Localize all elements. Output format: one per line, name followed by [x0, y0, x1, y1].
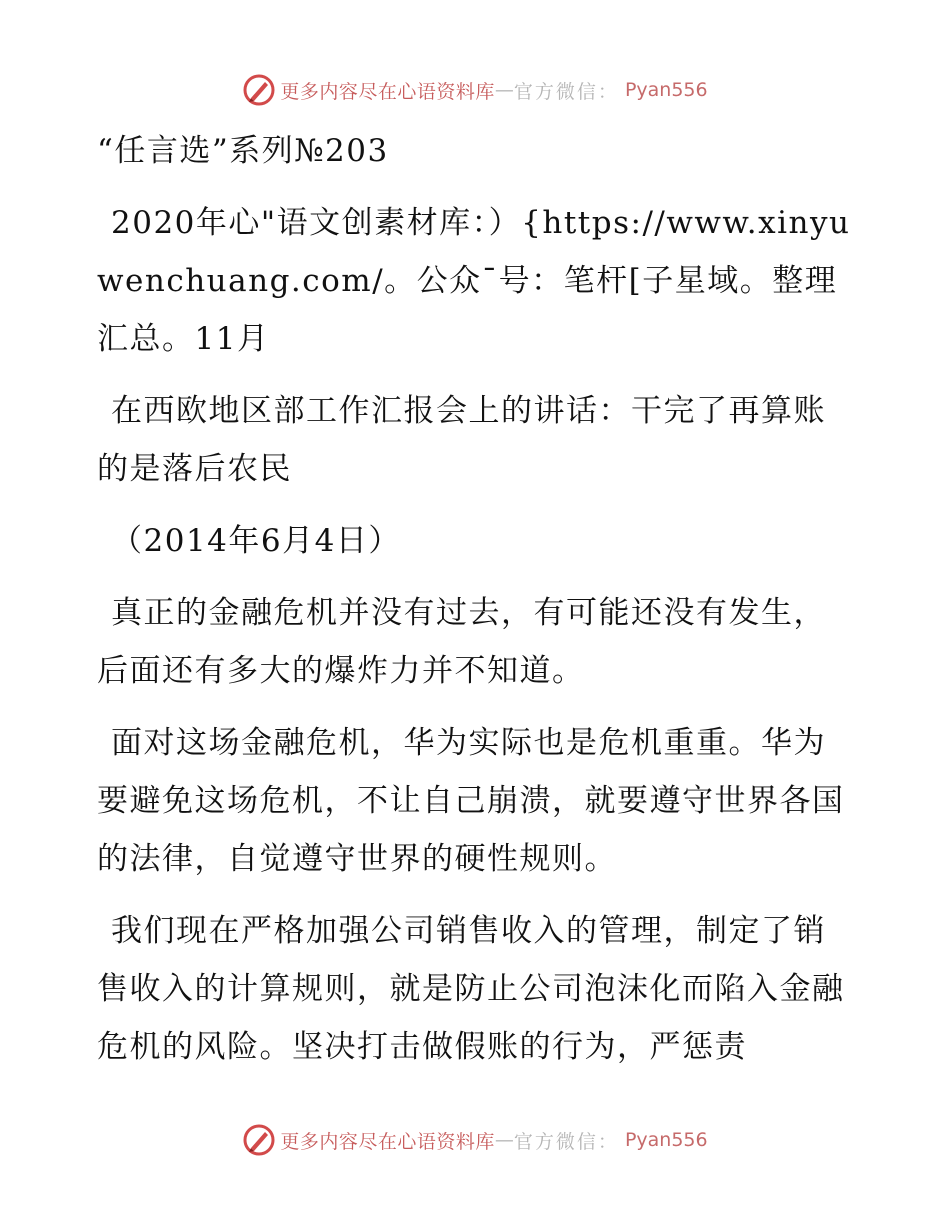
pen-logo-icon	[242, 73, 276, 107]
speech-date: （2014年6月4日）	[111, 523, 401, 559]
document-body	[97, 122, 857, 1076]
watermark-header	[0, 70, 950, 110]
watermark-wechat-id: Pyan556	[624, 1129, 708, 1151]
body-paragraph: 我们现在严格加强公司销售收入的管理，制定了销售收入的计算规则，就是防止公司泡沫化而陷入金融危机的风险。坚决打击做假账的行为，严惩责	[97, 913, 845, 1065]
watermark-footer	[0, 1120, 950, 1160]
source-note: 2020年心"语文创素材库：）{https://www.xinyuwenchuang.com/。公众¯号：笔杆[子星域。整理汇总。11月	[97, 205, 851, 357]
watermark-wechat-label: 官方微信：	[513, 80, 619, 103]
speech-title: 在西欧地区部工作汇报会上的讲话：干完了再算账的是落后农民	[97, 393, 826, 487]
pen-logo-icon	[242, 1123, 276, 1157]
watermark-dash: —	[494, 79, 514, 101]
watermark-main-text: 更多内容尽在心语资料库	[280, 1130, 495, 1153]
watermark-dash: —	[494, 1129, 514, 1151]
body-paragraph: 真正的金融危机并没有过去，有可能还没有发生，后面还有多大的爆炸力并不知道。	[97, 595, 826, 689]
series-title: “任言选”系列№203	[97, 133, 389, 169]
body-paragraph: 面对这场金融危机，华为实际也是危机重重。华为要避免这场危机，不让自己崩溃，就要遵守世界各国的法律，自觉遵守世界的硬性规则。	[97, 725, 845, 877]
watermark-wechat-id: Pyan556	[624, 79, 708, 101]
watermark-main-text: 更多内容尽在心语资料库	[280, 80, 495, 103]
watermark-wechat-label: 官方微信：	[513, 1130, 619, 1153]
